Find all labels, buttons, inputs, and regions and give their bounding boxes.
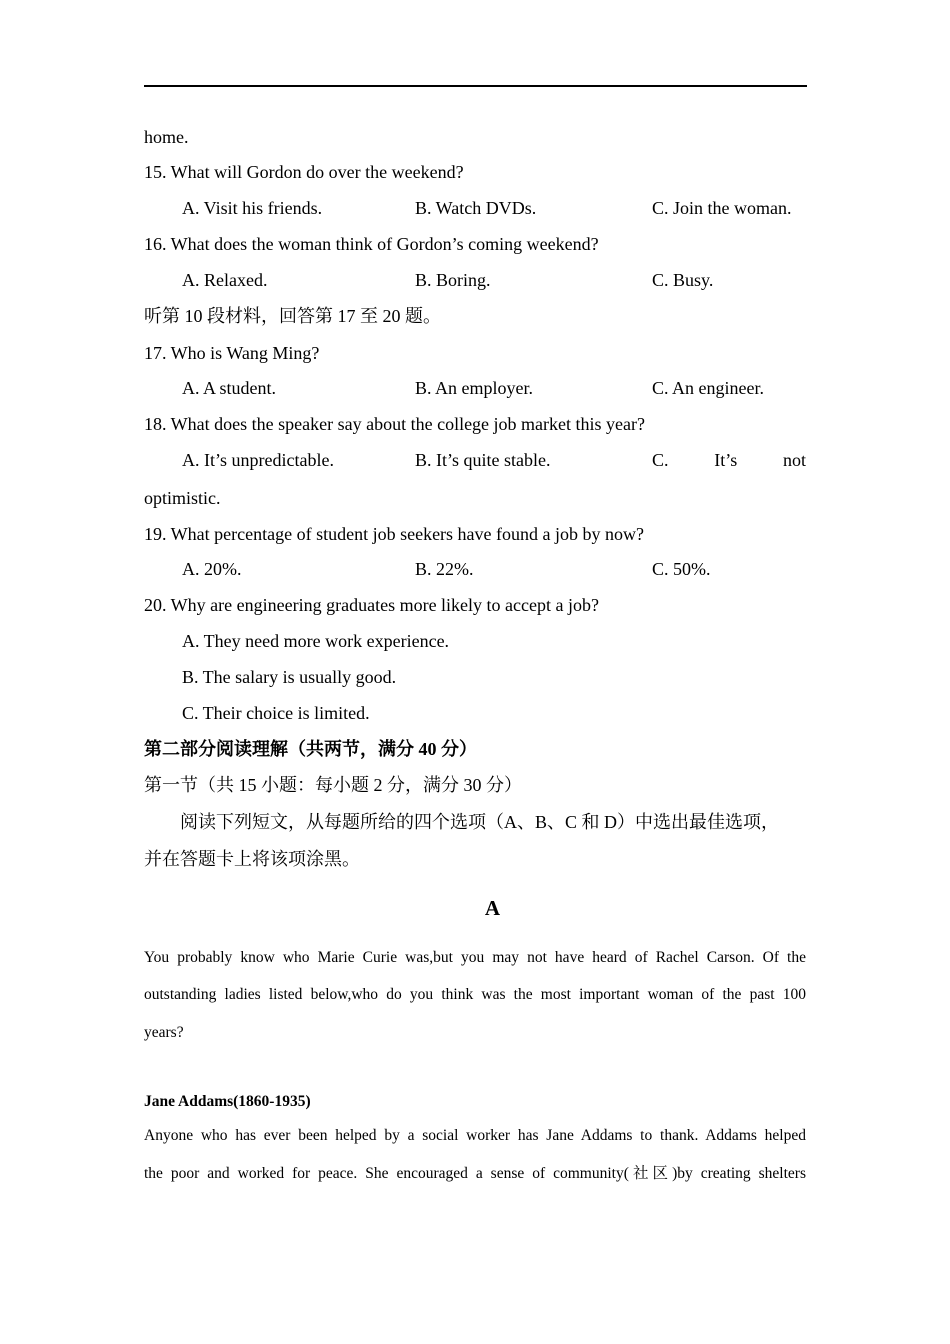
q18-c-word: It’s — [714, 450, 738, 470]
passage-intro-line: You probably know who Marie Curie was,but you may not have heard of Rachel Carson. Of the — [144, 949, 806, 966]
q18-option-b: B. It’s quite stable. — [415, 450, 551, 470]
q17-option-b: B. An employer. — [415, 378, 533, 398]
section-10-instruction: 听第 10 段材料，回答第 17 至 20 题。 — [144, 306, 441, 326]
reading-instruction-continued: 并在答题卡上将该项涂黑。 — [144, 849, 360, 869]
q15-option-a: A. Visit his friends. — [182, 198, 323, 218]
q16-option-a: A. Relaxed. — [182, 270, 268, 290]
q18-c-label: C. — [652, 450, 669, 470]
q18-option-c-continued: optimistic. — [144, 488, 221, 508]
question-15: 15. What will Gordon do over the weekend? — [144, 162, 464, 182]
q18-c-word: not — [782, 450, 806, 470]
part-2-heading: 第二部分阅读理解（共两节，满分 40 分） — [144, 739, 477, 759]
q18-option-a: A. It’s unpredictable. — [182, 450, 334, 470]
q19-option-b: B. 22%. — [415, 559, 474, 579]
section-1-heading: 第一节（共 15 小题：每小题 2 分，满分 30 分） — [144, 775, 522, 795]
q17-option-c: C. An engineer. — [652, 378, 764, 398]
question-20: 20. Why are engineering graduates more likely to accept a job? — [144, 595, 599, 615]
q19-option-c: C. 50%. — [652, 559, 711, 579]
q15-option-b: B. Watch DVDs. — [415, 198, 537, 218]
continued-text: home. — [144, 127, 189, 147]
q20-option-b: B. The salary is usually good. — [182, 667, 397, 687]
passage-paragraph-line: Anyone who has ever been helped by a social worker has Jane Addams to thank. Addams helped — [144, 1127, 806, 1144]
q16-option-b: B. Boring. — [415, 270, 491, 290]
passage-intro-line: outstanding ladies listed below,who do you think was the most important woman of the past 100 — [144, 986, 806, 1003]
q18-option-c — [652, 449, 806, 471]
q20-option-a: A. They need more work experience. — [182, 631, 450, 651]
question-18: 18. What does the speaker say about the college job market this year? — [144, 414, 645, 434]
header-rule — [144, 85, 807, 87]
passage-intro-line: years? — [144, 1024, 184, 1041]
q15-option-c: C. Join the woman. — [652, 198, 792, 218]
reading-instruction: 阅读下列短文，从每题所给的四个选项（A、B、C 和 D）中选出最佳选项， — [180, 812, 780, 832]
q16-option-c: C. Busy. — [652, 270, 714, 290]
question-16: 16. What does the woman think of Gordon’s coming weekend? — [144, 234, 599, 254]
q19-option-a: A. 20%. — [182, 559, 242, 579]
q17-option-a: A. A student. — [182, 378, 277, 398]
q20-option-c: C. Their choice is limited. — [182, 703, 370, 723]
question-19: 19. What percentage of student job seekers have found a job by now? — [144, 524, 645, 544]
question-17: 17. Who is Wang Ming? — [144, 343, 320, 363]
passage-paragraph-line: the poor and worked for peace. She encouraged a sense of community(社区)by creating shelters — [144, 1165, 806, 1182]
passage-title: A — [484, 896, 501, 920]
person-heading: Jane Addams(1860-1935) — [144, 1093, 311, 1110]
